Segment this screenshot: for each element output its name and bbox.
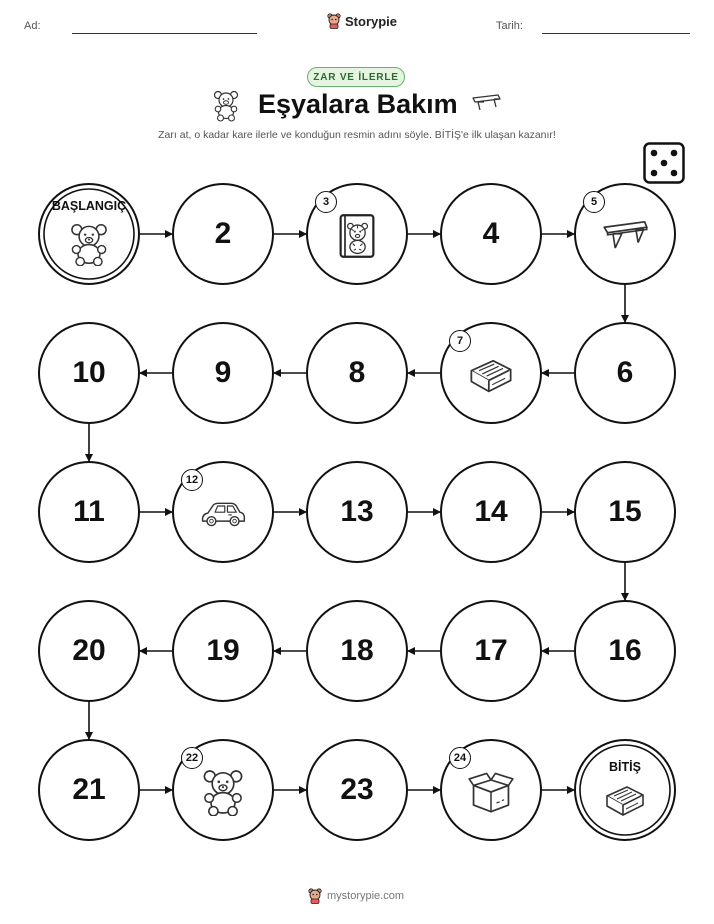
space-number: 11 [73,495,105,528]
space-number: 14 [474,495,508,528]
space-number: 19 [206,634,240,667]
teddy-bear-icon [199,768,247,821]
storypie-mascot-icon [308,888,322,904]
footer [308,888,404,904]
space-number-badge: 12 [181,469,203,491]
soap-bar-icon [603,778,647,827]
name-label: Ad: [24,20,41,32]
teddy-bear-icon [67,222,111,271]
finish-label: BİTİŞ [609,760,641,774]
soap-bar-icon [467,351,515,404]
space-number: 20 [72,634,106,667]
space-number: 8 [348,356,366,389]
space-number: 13 [340,495,374,528]
space-number: 4 [482,217,500,250]
cardboard-box-icon [467,768,515,821]
space-number-badge: 22 [181,747,203,769]
toy-car-icon [199,490,247,543]
space-number: 18 [340,634,374,667]
book-icon [333,212,381,265]
space-number: 10 [72,356,106,389]
space-number: 21 [72,773,106,806]
space-number: 23 [340,773,374,806]
date-label: Tarih: [496,20,523,32]
space-number: 2 [214,217,232,250]
space-number: 6 [616,356,634,389]
brand-name: Storypie [345,13,398,29]
shelf-icon [601,212,649,265]
start-label: BAŞLANGIÇ [51,199,127,213]
space-number: 16 [608,634,642,667]
space-number-badge: 7 [449,330,471,352]
space-number-badge: 24 [449,747,471,769]
space-number-badge: 3 [315,191,337,213]
space-number: 17 [474,634,508,667]
footer-url: mystorypie.com [327,890,405,902]
instructions: Zarı at, o kadar kare ilerle ve konduğun resmin adını söyle. BİTİŞ'e ilk ulaşan kazanır! [158,129,556,141]
space-number: 15 [608,495,642,528]
space-number: 9 [214,356,232,389]
space-number-badge: 5 [583,191,605,213]
page-title: Eşyalara Bakım [258,89,458,119]
activity-tag: ZAR VE İLERLE [307,67,405,87]
